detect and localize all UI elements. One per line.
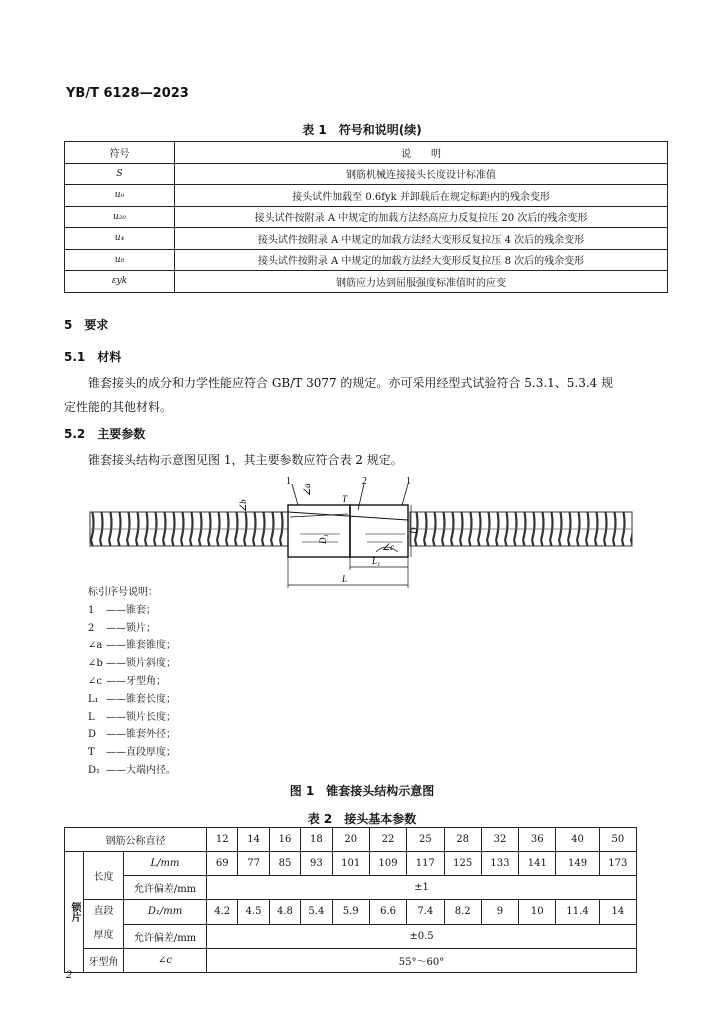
value-cell: 4.8	[269, 900, 300, 925]
diameter-cell: 25	[407, 828, 444, 852]
legend-item	[88, 655, 176, 673]
table2-params	[64, 827, 637, 973]
figure1-caption: 图 1 锥套接头结构示意图	[289, 784, 435, 798]
tol-label: 允许偏差/mm	[124, 924, 207, 949]
legend-title: 标引序号说明：	[88, 587, 158, 598]
legend-item	[88, 709, 176, 727]
label-1-left: 1	[286, 476, 291, 487]
legend-key: D	[88, 729, 97, 741]
desc-cell: 接头试件按附录 A 中规定的加载方法经大变形反复拉压 8 次后的残余变形	[175, 249, 668, 271]
table1-col-symbol: 符号	[65, 142, 175, 164]
value-cell: 14	[599, 900, 636, 925]
legend-key: ∠c	[88, 675, 102, 687]
legend-item	[88, 637, 176, 655]
table-row	[65, 228, 668, 250]
value-cell: 93	[301, 852, 332, 876]
legend-item	[88, 744, 176, 762]
label-angle-a: ∠a	[302, 483, 312, 496]
table-row	[65, 271, 668, 293]
diameter-cell: 14	[238, 828, 269, 852]
table-row	[65, 949, 637, 973]
legend-key: 1	[88, 604, 95, 616]
table1-title: 表 1 符号和说明(续)	[302, 123, 422, 137]
legend-item	[88, 691, 176, 709]
label-2: 2	[362, 476, 367, 487]
diameter-cell: 50	[599, 828, 636, 852]
length-label: 长度	[84, 852, 124, 900]
legend-key: ∠b	[88, 658, 103, 670]
legend-text: ——锁片长度；	[106, 711, 176, 723]
legend-item	[88, 762, 176, 780]
value-cell: 8.2	[444, 900, 481, 925]
table-row	[65, 900, 637, 925]
value-cell: 173	[599, 852, 636, 876]
diameter-cell: 32	[481, 828, 518, 852]
symbol-cell: u₂₀	[65, 206, 175, 228]
legend-text: ——锁片斜度；	[106, 658, 176, 670]
label-D: D	[409, 527, 419, 534]
diameter-header: 钢筋公称直径	[65, 828, 207, 852]
value-cell: 141	[519, 852, 556, 876]
value-cell: 125	[444, 852, 481, 876]
diameter-cell: 28	[444, 828, 481, 852]
standard-code: YB/T 6128—2023	[66, 86, 189, 101]
section-5-1-para-line2: 定性能的其他材料。	[64, 400, 173, 414]
label-1-right: 1	[406, 476, 411, 487]
thickness-tolerance: ±0.5	[207, 924, 637, 949]
angle-param: ∠c	[124, 949, 207, 973]
desc-cell: 钢筋应力达到屈服强度标准值时的应变	[175, 271, 668, 293]
legend-text: ——锁片；	[106, 622, 156, 634]
label-D1: D₁	[318, 534, 328, 544]
legend-key: L	[88, 711, 95, 723]
length-param: L/mm	[124, 852, 207, 876]
legend-item	[88, 602, 176, 620]
table-row	[65, 924, 637, 949]
desc-cell: 接头试件按附录 A 中规定的加载方法经高应力反复拉压 20 次后的残余变形	[175, 206, 668, 228]
length-tolerance: ±1	[207, 876, 637, 900]
legend-text: ——锥套锥度；	[106, 640, 176, 652]
section-5-heading: 5 要求	[64, 318, 109, 332]
value-cell: 69	[207, 852, 238, 876]
value-cell: 109	[369, 852, 406, 876]
table2-title: 表 2 接头基本参数	[307, 812, 417, 826]
value-cell: 7.4	[407, 900, 444, 925]
table1-col-desc: 说 明	[175, 142, 668, 164]
value-cell: 4.5	[238, 900, 269, 925]
value-cell: 4.2	[207, 900, 238, 925]
diameter-cell: 16	[269, 828, 300, 852]
value-cell: 149	[556, 852, 599, 876]
section-5-2-heading: 5.2 主要参数	[64, 427, 146, 441]
diameter-cell: 18	[301, 828, 332, 852]
legend-key: T	[88, 747, 95, 759]
diameter-cell: 12	[207, 828, 238, 852]
diameter-cell: 22	[369, 828, 406, 852]
legend-item	[88, 673, 176, 691]
figure1-drawing	[80, 472, 640, 592]
table-row	[65, 852, 637, 876]
table-row	[65, 206, 668, 228]
table-row	[65, 185, 668, 207]
group-label: 锁片	[65, 852, 84, 973]
section-5-1-heading: 5.1 材料	[64, 350, 122, 364]
thickness-label-line2: 厚度	[93, 930, 114, 941]
value-cell: 6.6	[369, 900, 406, 925]
symbol-cell: u₄	[65, 228, 175, 250]
thickness-label-line1: 直段	[93, 906, 114, 917]
angle-label: 牙型角	[84, 949, 124, 973]
thickness-param: D₁/mm	[124, 900, 207, 925]
legend-text: ——直段厚度；	[106, 747, 176, 759]
desc-cell: 钢筋机械连接接头长度设计标准值	[175, 163, 668, 185]
table-row	[65, 163, 668, 185]
legend-text: ——牙型角；	[106, 675, 166, 687]
angle-value: 55°～60°	[207, 949, 637, 973]
value-cell: 117	[407, 852, 444, 876]
legend-item	[88, 620, 176, 638]
section-5-2-para: 锥套接头结构示意图见图 1，其主要参数应符合表 2 规定。	[88, 453, 403, 467]
label-L: L	[342, 574, 348, 584]
symbol-cell: S	[65, 163, 175, 185]
label-T: T	[342, 494, 348, 504]
legend-text: ——锥套长度；	[106, 693, 176, 705]
diameter-cell: 36	[519, 828, 556, 852]
legend-key: ∠a	[88, 640, 103, 652]
table-row	[65, 876, 637, 900]
value-cell: 85	[269, 852, 300, 876]
symbol-cell: εyk	[65, 271, 175, 293]
label-angle-b: ∠b	[238, 499, 248, 512]
figure1-legend	[88, 584, 176, 780]
label-L1: L₁	[372, 556, 381, 566]
value-cell: 11.4	[556, 900, 599, 925]
page-number: 2	[66, 970, 73, 981]
legend-text: ——锥套外径；	[106, 729, 176, 741]
table1-header-row	[65, 142, 668, 164]
table1-symbols	[64, 141, 668, 293]
desc-cell: 接头试件加载至 0.6fyk 并卸载后在规定标距内的残余变形	[175, 185, 668, 207]
legend-key: 2	[88, 622, 95, 634]
value-cell: 9	[481, 900, 518, 925]
table2-header-row	[65, 828, 637, 852]
value-cell: 5.9	[332, 900, 369, 925]
value-cell: 77	[238, 852, 269, 876]
value-cell: 101	[332, 852, 369, 876]
diameter-cell: 40	[556, 828, 599, 852]
desc-cell: 接头试件按附录 A 中规定的加载方法经大变形反复拉压 4 次后的残余变形	[175, 228, 668, 250]
legend-text: ——大端内径。	[106, 764, 176, 776]
tol-label: 允许偏差/mm	[124, 876, 207, 900]
thickness-label	[84, 900, 124, 949]
section-5-1-para-line1: 锥套接头的成分和力学性能应符合 GB/T 3077 的规定。亦可采用经型式试验符合 5.3.1、5.3.4 规	[88, 376, 614, 390]
value-cell: 5.4	[301, 900, 332, 925]
legend-key: L₁	[88, 693, 99, 705]
legend-key: D₁	[88, 764, 101, 776]
symbol-cell: u₀	[65, 185, 175, 207]
symbol-cell: u₈	[65, 249, 175, 271]
label-angle-c: ∠c	[382, 542, 395, 552]
legend-text: ——锥套；	[106, 604, 156, 616]
diameter-cell: 20	[332, 828, 369, 852]
table-row	[65, 249, 668, 271]
value-cell: 133	[481, 852, 518, 876]
value-cell: 10	[519, 900, 556, 925]
legend-item	[88, 726, 176, 744]
